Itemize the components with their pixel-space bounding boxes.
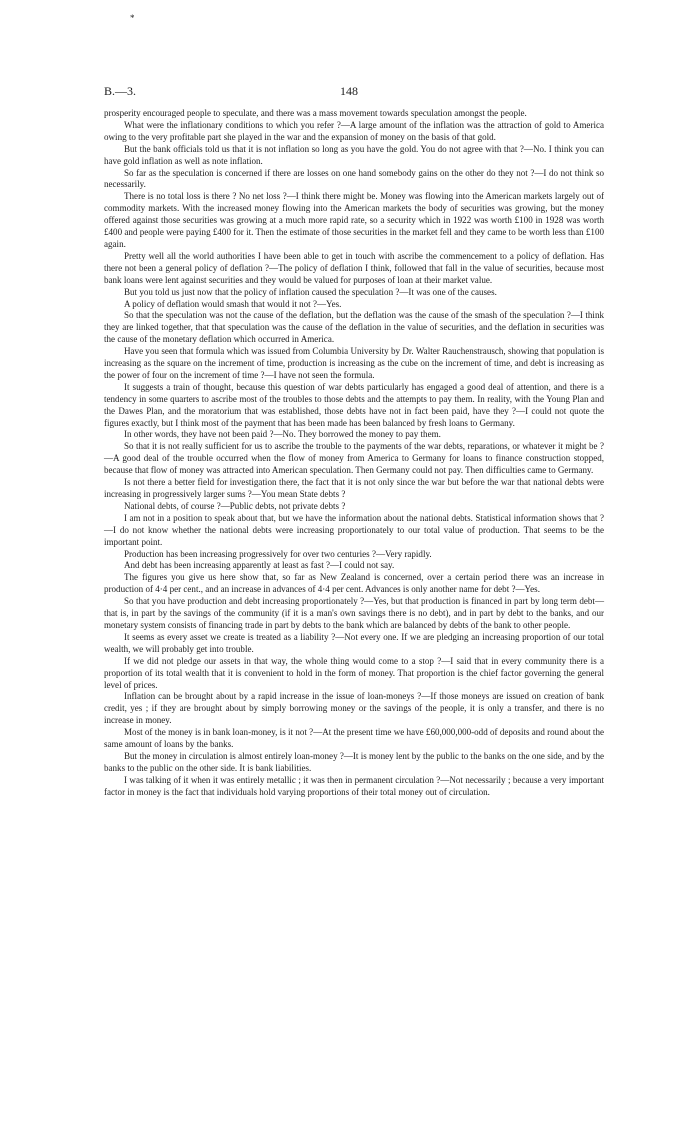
paragraph: But the money in circulation is almost entirely loan-money ?—It is money lent by the public to the banks on the one side, and by the banks to the public on the other side. It is bank liabilities. bbox=[104, 750, 604, 773]
paragraph: Have you seen that formula which was issued from Columbia University by Dr. Walter Rauchenstrausch, showing that population is increasing as the square on the increment of time, production is increasing as the cube on the increment of time, and debt is increasing as the power of four on the increment of time ?—I have not seen the formula. bbox=[104, 346, 604, 380]
paragraph: There is no total loss is there ? No net loss ?—I think there might be. Money was flowing into the American markets largely out of commodity markets. With the increased money flowing into the American markets the body of securities was growing, but the money offered against those securities was growing at a much more rapid rate, so a security which in 1922 was worth £100 in 1928 was worth £400 and people were paying £400 for it. Then the estimate of those securities in the market fell and they came to be worth less than £100 again. bbox=[104, 191, 604, 249]
paragraph: What were the inflationary conditions to which you refer ?—A large amount of the inflation was the attraction of gold to America owing to the very profitable part she played in the war and the expansion of money on the basis of that gold. bbox=[104, 119, 604, 142]
paragraph: So that the speculation was not the cause of the deflation, but the deflation was the cause of the smash of the speculation ?—I think they are linked together, that that speculation was the cause of the deflation in the value of securities, and the deflation in securities was the cause of the monetary deflation which occurred in America. bbox=[104, 310, 604, 345]
paragraph: I was talking of it when it was entirely metallic ; it was then in permanent circulation ?—Not necessarily ; because a very important factor in money is the fact that individuals hold varying proportions of their total money out of circulation. bbox=[104, 774, 604, 797]
paragraph: If we did not pledge our assets in that way, the whole thing would come to a stop ?—I said that in every community there is a proportion of its total wealth that it is convenient to hold in the form of money. That proportion is the chief factor governing the general level of prices. bbox=[104, 655, 604, 690]
paragraph: Is not there a better field for investigation there, the fact that it is not only since the war but before the war that national debts were increasing in progressively larger sums ?—You mean State debts ? bbox=[104, 477, 604, 499]
paragraph: The figures you give us here show that, so far as New Zealand is concerned, over a certain period there was an increase in production of 4·4 per cent., and an increase in advances of 4·4 per cent. Advances is only another name for debt ?—Yes. bbox=[104, 572, 604, 595]
paragraph: Pretty well all the world authorities I have been able to get in touch with ascribe the commencement to a policy of deflation. Has there not been a general policy of deflation ?—The policy of deflation I think, followed that fall in the value of securities, because most bank loans were lent against securities and they would be valued for purposes of loan at their market value. bbox=[104, 250, 604, 285]
paragraph: National debts, of course ?—Public debts, not private debts ? bbox=[124, 500, 346, 511]
paragraph: But the bank officials told us that it is not inflation so long as you have the gold. You do not agree with that ?—No. I think you can have gold inflation as well as note inflation. bbox=[104, 143, 604, 166]
paragraph: So that it is not really sufficient for us to ascribe the trouble to the payments of the war debts, reparations, or whatever it might be ?—A good deal of the trouble occurred when the flow of money from America to Germany for loans to finance construction stopped, because that flow of money was attracted into American speculation. Then Germany could not pay. Then difficulties came to Germany. bbox=[104, 441, 604, 476]
paragraph: And debt has been increasing apparently at least as fast ?—I could not say. bbox=[124, 560, 395, 571]
paragraph: A policy of deflation would smash that would it not ?—Yes. bbox=[124, 298, 342, 309]
paragraph: It suggests a train of thought, because this question of war debts particularly has engaged a good deal of attention, and there is a tendency in some quarters to ascribe most of the troubles to those debts and the attempts to pay them. In reality, with the Young Plan and the Dawes Plan, and the moratorium that was established, those debts have not in fact been paid, have they ?—I could not quote the figures exactly, but I think most of the payment that has been made has been balanced by fresh loans to Germany. bbox=[104, 381, 604, 428]
paragraph: Inflation can be brought about by a rapid increase in the issue of loan-moneys ?—If those moneys are issued on creation of bank credit, yes ; if they are brought about by simply borrowing money or the savings of the people, it is only a transfer, and there is no increase in money. bbox=[104, 691, 604, 726]
document-reference: B.—3. bbox=[104, 84, 137, 98]
paragraph: It seems as every asset we create is treated as a liability ?—Not every one. If we are pledging an increasing proportion of our total wealth, we will probably get into trouble. bbox=[104, 631, 604, 654]
paragraph: So that you have production and debt increasing proportionately ?—Yes, but that production is financed in part by long term debt—that is, in part by the savings of the community (if it is a man's own savings there is no debt), and in part by debt to the banks, and our monetary system consists of financing trade in part by debts to the bank which are balanced by debts of the bank to other people. bbox=[104, 596, 604, 630]
paragraph: Production has been increasing progressively for over two centuries ?—Very rapidly. bbox=[124, 548, 432, 559]
paragraph: I am not in a position to speak about that, but we have the information about the national debts. Statistical information shows that ?—I do not know whether the national debts were increasing proportionately to our total value of production. That seems to be the important point. bbox=[104, 512, 604, 547]
paragraph: So far as the speculation is concerned if there are losses on one hand somebody gains on the other do they not ?—I do not think so necessarily. bbox=[104, 167, 604, 190]
page-header bbox=[104, 84, 604, 98]
document-body bbox=[104, 108, 604, 799]
paragraph: But you told us just now that the policy of inflation caused the speculation ?—It was one of the causes. bbox=[124, 286, 497, 297]
page-number: 148 bbox=[340, 84, 358, 98]
paragraph: prosperity encouraged people to speculate, and there was a mass movement towards speculation amongst the people. bbox=[104, 108, 527, 118]
top-mark: * bbox=[130, 13, 135, 23]
paragraph: In other words, they have not been paid ?—No. They borrowed the money to pay them. bbox=[124, 429, 441, 440]
paragraph: Most of the money is in bank loan-money, is it not ?—At the present time we have £60,000,000-odd of deposits and round about the same amount of loans by the banks. bbox=[104, 727, 604, 750]
